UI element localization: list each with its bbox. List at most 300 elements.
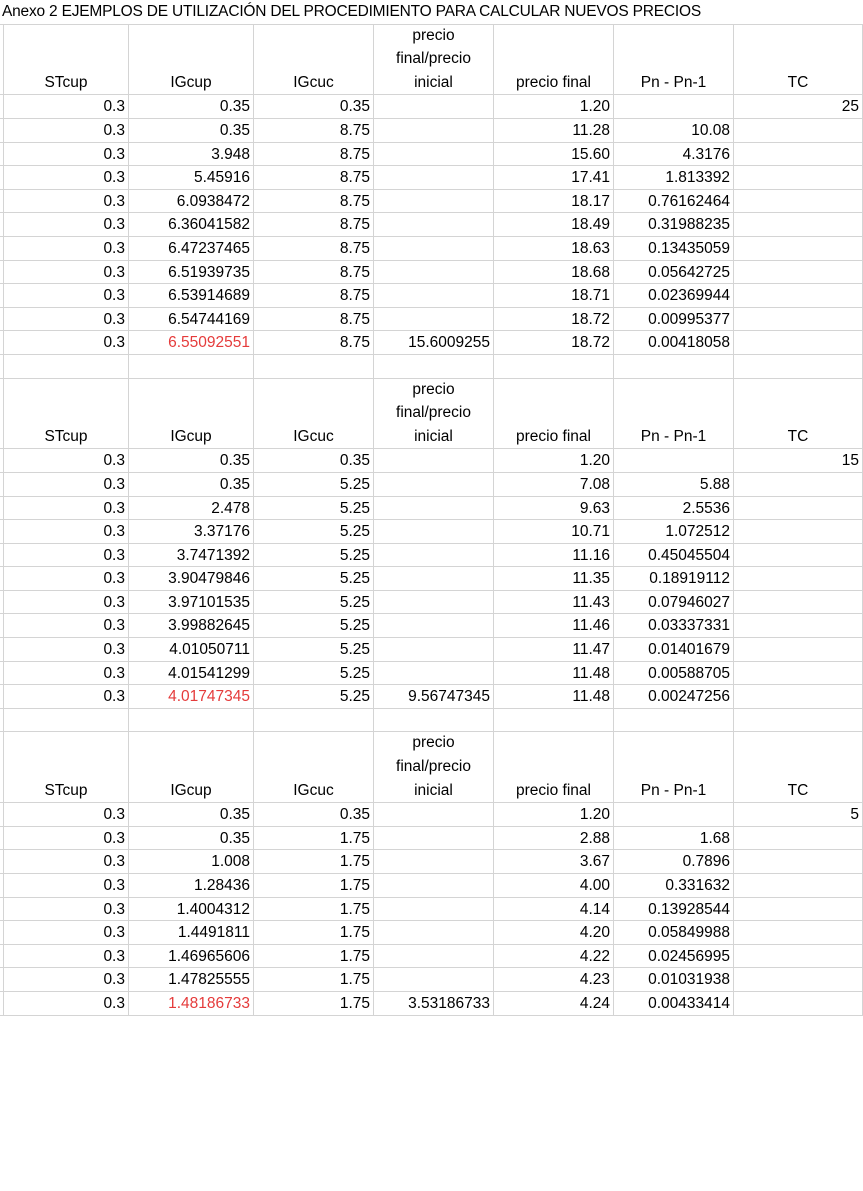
igcup-cell[interactable]: 6.54744169 bbox=[129, 308, 254, 332]
precio-final-cell[interactable]: 18.17 bbox=[494, 190, 614, 214]
diff-cell[interactable]: 0.7896 bbox=[614, 850, 734, 874]
tc-cell[interactable] bbox=[734, 497, 863, 521]
stcup-cell[interactable]: 0.3 bbox=[4, 213, 129, 237]
stcup-cell[interactable]: 0.3 bbox=[4, 143, 129, 167]
tc-cell[interactable]: 15 bbox=[734, 449, 863, 473]
igcup-cell[interactable]: 3.99882645 bbox=[129, 614, 254, 638]
table-row bbox=[0, 166, 863, 190]
stcup-cell[interactable]: 0.3 bbox=[4, 520, 129, 544]
stcup-cell[interactable]: 0.3 bbox=[4, 992, 129, 1016]
stcup-cell[interactable]: 0.3 bbox=[4, 921, 129, 945]
igcup-cell[interactable]: 1.48186733 bbox=[129, 992, 254, 1016]
igcuc-cell[interactable]: 0.35 bbox=[254, 803, 374, 827]
ratio-cell[interactable] bbox=[374, 473, 494, 497]
igcup-cell[interactable]: 6.51939735 bbox=[129, 261, 254, 285]
empty-cell[interactable] bbox=[614, 709, 734, 733]
header-diff-label: Pn - Pn-1 bbox=[640, 781, 707, 799]
precio-final-cell[interactable]: 7.08 bbox=[494, 473, 614, 497]
tc-cell[interactable] bbox=[734, 662, 863, 686]
header-igcuc[interactable] bbox=[254, 379, 374, 450]
stcup-cell[interactable]: 0.3 bbox=[4, 284, 129, 308]
igcup-cell[interactable]: 1.4491811 bbox=[129, 921, 254, 945]
table-row bbox=[0, 473, 863, 497]
stcup-cell[interactable]: 0.3 bbox=[4, 261, 129, 285]
igcup-cell[interactable]: 0.35 bbox=[129, 473, 254, 497]
empty-cell[interactable] bbox=[4, 709, 129, 733]
empty-cell[interactable] bbox=[374, 709, 494, 733]
stcup-cell[interactable]: 0.3 bbox=[4, 685, 129, 709]
empty-cell[interactable] bbox=[254, 709, 374, 733]
diff-cell[interactable]: 1.68 bbox=[614, 827, 734, 851]
tc-cell[interactable] bbox=[734, 567, 863, 591]
ratio-cell[interactable] bbox=[374, 308, 494, 332]
igcuc-cell[interactable]: 5.25 bbox=[254, 567, 374, 591]
header-ratio-line: precio bbox=[412, 26, 455, 44]
igcuc-cell[interactable]: 8.75 bbox=[254, 213, 374, 237]
igcuc-cell[interactable]: 8.75 bbox=[254, 308, 374, 332]
ratio-cell[interactable] bbox=[374, 614, 494, 638]
stcup-cell[interactable]: 0.3 bbox=[4, 331, 129, 355]
ratio-cell[interactable] bbox=[374, 143, 494, 167]
igcuc-cell[interactable]: 8.75 bbox=[254, 284, 374, 308]
stcup-cell[interactable]: 0.3 bbox=[4, 945, 129, 969]
ratio-cell[interactable] bbox=[374, 497, 494, 521]
igcup-cell[interactable]: 5.45916 bbox=[129, 166, 254, 190]
igcuc-cell[interactable]: 5.25 bbox=[254, 685, 374, 709]
stcup-cell[interactable]: 0.3 bbox=[4, 662, 129, 686]
diff-cell[interactable]: 0.45045504 bbox=[614, 544, 734, 568]
igcup-cell[interactable]: 4.01747345 bbox=[129, 685, 254, 709]
tc-cell[interactable]: 5 bbox=[734, 803, 863, 827]
header-ratio[interactable] bbox=[374, 379, 494, 450]
diff-cell[interactable]: 0.13435059 bbox=[614, 237, 734, 261]
diff-cell[interactable]: 0.00588705 bbox=[614, 662, 734, 686]
table-row bbox=[0, 803, 863, 827]
empty-cell[interactable] bbox=[254, 355, 374, 379]
precio-final-cell[interactable]: 4.23 bbox=[494, 968, 614, 992]
header-diff[interactable] bbox=[614, 732, 734, 803]
ratio-cell[interactable] bbox=[374, 166, 494, 190]
tc-cell[interactable] bbox=[734, 992, 863, 1016]
diff-cell[interactable]: 0.76162464 bbox=[614, 190, 734, 214]
ratio-cell[interactable]: 15.6009255 bbox=[374, 331, 494, 355]
igcuc-cell[interactable]: 0.35 bbox=[254, 95, 374, 119]
header-precio-final-label: precio final bbox=[516, 73, 591, 91]
tc-cell[interactable] bbox=[734, 331, 863, 355]
header-ratio-label bbox=[377, 379, 490, 449]
igcup-cell[interactable]: 0.35 bbox=[129, 803, 254, 827]
precio-final-cell[interactable]: 4.24 bbox=[494, 992, 614, 1016]
stcup-cell[interactable]: 0.3 bbox=[4, 567, 129, 591]
igcup-cell[interactable]: 0.35 bbox=[129, 449, 254, 473]
igcup-cell[interactable]: 1.4004312 bbox=[129, 898, 254, 922]
empty-cell[interactable] bbox=[129, 709, 254, 733]
igcup-cell[interactable]: 4.01050711 bbox=[129, 638, 254, 662]
stcup-cell[interactable]: 0.3 bbox=[4, 497, 129, 521]
header-ratio-label bbox=[377, 25, 490, 95]
tc-cell[interactable] bbox=[734, 166, 863, 190]
igcuc-cell[interactable]: 8.75 bbox=[254, 119, 374, 143]
igcup-cell[interactable]: 3.7471392 bbox=[129, 544, 254, 568]
header-ratio[interactable] bbox=[374, 732, 494, 803]
igcuc-cell[interactable]: 1.75 bbox=[254, 827, 374, 851]
header-ratio-line: final/precio bbox=[396, 50, 471, 68]
igcuc-cell[interactable]: 5.25 bbox=[254, 520, 374, 544]
stcup-cell[interactable]: 0.3 bbox=[4, 95, 129, 119]
tc-cell[interactable] bbox=[734, 284, 863, 308]
table-row bbox=[0, 685, 863, 709]
diff-cell[interactable]: 10.08 bbox=[614, 119, 734, 143]
ratio-cell[interactable] bbox=[374, 567, 494, 591]
igcuc-cell[interactable]: 8.75 bbox=[254, 237, 374, 261]
tc-cell[interactable] bbox=[734, 544, 863, 568]
header-diff[interactable] bbox=[614, 25, 734, 96]
table-row bbox=[0, 921, 863, 945]
igcup-cell[interactable]: 6.53914689 bbox=[129, 284, 254, 308]
diff-cell[interactable]: 1.813392 bbox=[614, 166, 734, 190]
header-igcuc[interactable] bbox=[254, 25, 374, 96]
igcuc-cell[interactable]: 8.75 bbox=[254, 143, 374, 167]
precio-final-cell[interactable]: 4.22 bbox=[494, 945, 614, 969]
diff-cell[interactable] bbox=[614, 95, 734, 119]
ratio-cell[interactable] bbox=[374, 874, 494, 898]
diff-cell[interactable]: 0.18919112 bbox=[614, 567, 734, 591]
spacer-row bbox=[0, 355, 863, 379]
tc-cell[interactable] bbox=[734, 119, 863, 143]
header-precio-final-label: precio final bbox=[516, 427, 591, 445]
ratio-cell[interactable] bbox=[374, 520, 494, 544]
stcup-cell[interactable]: 0.3 bbox=[4, 614, 129, 638]
igcuc-cell[interactable]: 1.75 bbox=[254, 850, 374, 874]
stcup-cell[interactable]: 0.3 bbox=[4, 803, 129, 827]
table-row bbox=[0, 261, 863, 285]
ratio-cell[interactable] bbox=[374, 898, 494, 922]
igcup-cell[interactable]: 6.47237465 bbox=[129, 237, 254, 261]
ratio-cell[interactable] bbox=[374, 591, 494, 615]
diff-cell[interactable]: 0.31988235 bbox=[614, 213, 734, 237]
precio-final-cell[interactable]: 1.20 bbox=[494, 803, 614, 827]
table-row bbox=[0, 331, 863, 355]
igcuc-cell[interactable]: 1.75 bbox=[254, 992, 374, 1016]
table-row bbox=[0, 945, 863, 969]
precio-final-cell[interactable]: 18.72 bbox=[494, 308, 614, 332]
igcup-cell[interactable]: 6.55092551 bbox=[129, 331, 254, 355]
header-ratio-line: inicial bbox=[414, 781, 453, 799]
stcup-cell[interactable]: 0.3 bbox=[4, 874, 129, 898]
header-igcup-label: IGcup bbox=[170, 427, 212, 445]
empty-cell[interactable] bbox=[129, 355, 254, 379]
igcuc-cell[interactable]: 8.75 bbox=[254, 261, 374, 285]
igcup-cell[interactable]: 3.948 bbox=[129, 143, 254, 167]
precio-final-cell[interactable]: 15.60 bbox=[494, 143, 614, 167]
ratio-cell[interactable] bbox=[374, 119, 494, 143]
table-row bbox=[0, 213, 863, 237]
diff-cell[interactable]: 0.00995377 bbox=[614, 308, 734, 332]
header-igcup-label: IGcup bbox=[170, 73, 212, 91]
tc-cell[interactable] bbox=[734, 921, 863, 945]
table-row bbox=[0, 567, 863, 591]
stcup-cell[interactable]: 0.3 bbox=[4, 237, 129, 261]
header-igcup[interactable] bbox=[129, 25, 254, 96]
precio-final-cell[interactable]: 11.46 bbox=[494, 614, 614, 638]
igcup-cell[interactable]: 3.37176 bbox=[129, 520, 254, 544]
tc-cell[interactable] bbox=[734, 591, 863, 615]
tc-cell[interactable] bbox=[734, 945, 863, 969]
header-stcup-label: STcup bbox=[44, 427, 88, 445]
diff-cell[interactable]: 0.13928544 bbox=[614, 898, 734, 922]
table-row bbox=[0, 874, 863, 898]
header-tc-label: TC bbox=[787, 427, 809, 445]
igcup-cell[interactable]: 1.46965606 bbox=[129, 945, 254, 969]
diff-cell[interactable]: 1.072512 bbox=[614, 520, 734, 544]
table-row bbox=[0, 992, 863, 1016]
ratio-cell[interactable]: 3.53186733 bbox=[374, 992, 494, 1016]
ratio-cell[interactable] bbox=[374, 95, 494, 119]
header-precio-final[interactable] bbox=[494, 732, 614, 803]
igcup-cell[interactable]: 6.36041582 bbox=[129, 213, 254, 237]
header-diff-label: Pn - Pn-1 bbox=[640, 73, 707, 91]
igcup-cell[interactable]: 0.35 bbox=[129, 95, 254, 119]
empty-cell[interactable] bbox=[734, 355, 863, 379]
igcuc-cell[interactable]: 8.75 bbox=[254, 190, 374, 214]
precio-final-cell[interactable]: 17.41 bbox=[494, 166, 614, 190]
igcup-cell[interactable]: 0.35 bbox=[129, 119, 254, 143]
stcup-cell[interactable]: 0.3 bbox=[4, 898, 129, 922]
ratio-cell[interactable] bbox=[374, 284, 494, 308]
table-row bbox=[0, 662, 863, 686]
header-ratio-line: final/precio bbox=[396, 758, 471, 776]
header-igcup-label: IGcup bbox=[170, 781, 212, 799]
igcuc-cell[interactable]: 5.25 bbox=[254, 638, 374, 662]
igcuc-cell[interactable]: 8.75 bbox=[254, 331, 374, 355]
precio-final-cell[interactable]: 18.63 bbox=[494, 237, 614, 261]
diff-cell[interactable]: 0.01031938 bbox=[614, 968, 734, 992]
ratio-cell[interactable] bbox=[374, 968, 494, 992]
diff-cell[interactable]: 0.00433414 bbox=[614, 992, 734, 1016]
diff-cell[interactable]: 0.00418058 bbox=[614, 331, 734, 355]
table-row bbox=[0, 638, 863, 662]
header-stcup-label: STcup bbox=[44, 781, 88, 799]
diff-cell[interactable]: 0.05849988 bbox=[614, 921, 734, 945]
precio-final-cell[interactable]: 18.71 bbox=[494, 284, 614, 308]
header-precio-final[interactable] bbox=[494, 379, 614, 450]
igcup-cell[interactable]: 1.47825555 bbox=[129, 968, 254, 992]
igcuc-cell[interactable]: 0.35 bbox=[254, 449, 374, 473]
ratio-cell[interactable] bbox=[374, 261, 494, 285]
igcuc-cell[interactable]: 1.75 bbox=[254, 898, 374, 922]
header-ratio[interactable] bbox=[374, 25, 494, 96]
stcup-cell[interactable]: 0.3 bbox=[4, 968, 129, 992]
diff-cell[interactable]: 0.00247256 bbox=[614, 685, 734, 709]
diff-cell[interactable]: 4.3176 bbox=[614, 143, 734, 167]
diff-cell[interactable]: 0.331632 bbox=[614, 874, 734, 898]
header-igcuc[interactable] bbox=[254, 732, 374, 803]
table-row bbox=[0, 614, 863, 638]
igcuc-cell[interactable]: 5.25 bbox=[254, 544, 374, 568]
header-igcup[interactable] bbox=[129, 379, 254, 450]
precio-final-cell[interactable]: 4.20 bbox=[494, 921, 614, 945]
header-ratio-line: precio bbox=[412, 380, 455, 398]
precio-final-cell[interactable]: 3.67 bbox=[494, 850, 614, 874]
tc-cell[interactable] bbox=[734, 638, 863, 662]
tc-cell[interactable] bbox=[734, 850, 863, 874]
table-row bbox=[0, 850, 863, 874]
empty-cell[interactable] bbox=[494, 709, 614, 733]
stcup-cell[interactable]: 0.3 bbox=[4, 638, 129, 662]
ratio-cell[interactable] bbox=[374, 662, 494, 686]
table-row bbox=[0, 308, 863, 332]
ratio-cell[interactable] bbox=[374, 237, 494, 261]
stcup-cell[interactable]: 0.3 bbox=[4, 166, 129, 190]
header-tc[interactable] bbox=[734, 732, 863, 803]
igcup-cell[interactable]: 2.478 bbox=[129, 497, 254, 521]
igcuc-cell[interactable]: 8.75 bbox=[254, 166, 374, 190]
diff-cell[interactable]: 2.5536 bbox=[614, 497, 734, 521]
stcup-cell[interactable]: 0.3 bbox=[4, 119, 129, 143]
ratio-cell[interactable] bbox=[374, 638, 494, 662]
precio-final-cell[interactable]: 4.00 bbox=[494, 874, 614, 898]
tc-cell[interactable] bbox=[734, 520, 863, 544]
tc-cell[interactable] bbox=[734, 874, 863, 898]
igcup-cell[interactable]: 1.008 bbox=[129, 850, 254, 874]
precio-final-cell[interactable]: 18.49 bbox=[494, 213, 614, 237]
precio-final-cell[interactable]: 11.28 bbox=[494, 119, 614, 143]
ratio-cell[interactable] bbox=[374, 213, 494, 237]
tc-cell[interactable] bbox=[734, 685, 863, 709]
header-stcup[interactable] bbox=[4, 25, 129, 96]
ratio-cell[interactable] bbox=[374, 827, 494, 851]
igcuc-cell[interactable]: 1.75 bbox=[254, 874, 374, 898]
table-row bbox=[0, 520, 863, 544]
stcup-cell[interactable]: 0.3 bbox=[4, 190, 129, 214]
stcup-cell[interactable]: 0.3 bbox=[4, 308, 129, 332]
precio-final-cell[interactable]: 11.47 bbox=[494, 638, 614, 662]
empty-cell[interactable] bbox=[734, 709, 863, 733]
header-tc-label: TC bbox=[787, 781, 809, 799]
sheet-title[interactable]: Anexo 2 EJEMPLOS DE UTILIZACIÓN DEL PROCEDIMIENTO PARA CALCULAR NUEVOS PRECIOS bbox=[0, 0, 863, 25]
igcuc-cell[interactable]: 1.75 bbox=[254, 921, 374, 945]
tc-cell[interactable] bbox=[734, 827, 863, 851]
precio-final-cell[interactable]: 11.35 bbox=[494, 567, 614, 591]
tc-cell[interactable] bbox=[734, 308, 863, 332]
precio-final-cell[interactable]: 18.72 bbox=[494, 331, 614, 355]
diff-cell[interactable]: 0.07946027 bbox=[614, 591, 734, 615]
tc-cell[interactable] bbox=[734, 261, 863, 285]
header-stcup[interactable] bbox=[4, 379, 129, 450]
precio-final-cell[interactable]: 1.20 bbox=[494, 449, 614, 473]
table-row bbox=[0, 591, 863, 615]
table-row bbox=[0, 284, 863, 308]
precio-final-cell[interactable]: 4.14 bbox=[494, 898, 614, 922]
empty-cell[interactable] bbox=[494, 355, 614, 379]
diff-cell[interactable]: 0.02369944 bbox=[614, 284, 734, 308]
ratio-cell[interactable] bbox=[374, 921, 494, 945]
header-igcup[interactable] bbox=[129, 732, 254, 803]
stcup-cell[interactable]: 0.3 bbox=[4, 591, 129, 615]
precio-final-cell[interactable]: 11.16 bbox=[494, 544, 614, 568]
igcup-cell[interactable]: 3.90479846 bbox=[129, 567, 254, 591]
igcuc-cell[interactable]: 5.25 bbox=[254, 614, 374, 638]
table-row bbox=[0, 190, 863, 214]
empty-cell[interactable] bbox=[614, 355, 734, 379]
igcuc-cell[interactable]: 5.25 bbox=[254, 473, 374, 497]
diff-cell[interactable]: 0.03337331 bbox=[614, 614, 734, 638]
igcuc-cell[interactable]: 1.75 bbox=[254, 945, 374, 969]
precio-final-cell[interactable]: 10.71 bbox=[494, 520, 614, 544]
precio-final-cell[interactable]: 11.43 bbox=[494, 591, 614, 615]
precio-final-cell[interactable]: 9.63 bbox=[494, 497, 614, 521]
diff-cell[interactable] bbox=[614, 449, 734, 473]
igcup-cell[interactable]: 6.0938472 bbox=[129, 190, 254, 214]
ratio-cell[interactable] bbox=[374, 190, 494, 214]
diff-cell[interactable]: 5.88 bbox=[614, 473, 734, 497]
tc-cell[interactable] bbox=[734, 143, 863, 167]
precio-final-cell[interactable]: 2.88 bbox=[494, 827, 614, 851]
ratio-cell[interactable] bbox=[374, 850, 494, 874]
igcup-cell[interactable]: 4.01541299 bbox=[129, 662, 254, 686]
header-tc[interactable] bbox=[734, 379, 863, 450]
diff-cell[interactable]: 0.05642725 bbox=[614, 261, 734, 285]
diff-cell[interactable] bbox=[614, 803, 734, 827]
precio-final-cell[interactable]: 18.68 bbox=[494, 261, 614, 285]
igcup-cell[interactable]: 0.35 bbox=[129, 827, 254, 851]
igcuc-cell[interactable]: 5.25 bbox=[254, 662, 374, 686]
tc-cell[interactable] bbox=[734, 190, 863, 214]
header-row bbox=[0, 732, 863, 803]
tc-cell[interactable] bbox=[734, 237, 863, 261]
ratio-cell[interactable] bbox=[374, 449, 494, 473]
empty-cell[interactable] bbox=[374, 355, 494, 379]
tc-cell[interactable] bbox=[734, 968, 863, 992]
diff-cell[interactable]: 0.01401679 bbox=[614, 638, 734, 662]
header-tc[interactable] bbox=[734, 25, 863, 96]
stcup-cell[interactable]: 0.3 bbox=[4, 449, 129, 473]
igcup-cell[interactable]: 1.28436 bbox=[129, 874, 254, 898]
tc-cell[interactable]: 25 bbox=[734, 95, 863, 119]
tc-cell[interactable] bbox=[734, 898, 863, 922]
header-stcup[interactable] bbox=[4, 732, 129, 803]
table-row bbox=[0, 968, 863, 992]
igcuc-cell[interactable]: 5.25 bbox=[254, 591, 374, 615]
tc-cell[interactable] bbox=[734, 614, 863, 638]
header-ratio-line: inicial bbox=[414, 73, 453, 91]
precio-final-cell[interactable]: 11.48 bbox=[494, 685, 614, 709]
stcup-cell[interactable]: 0.3 bbox=[4, 850, 129, 874]
table-row bbox=[0, 119, 863, 143]
tc-cell[interactable] bbox=[734, 213, 863, 237]
igcuc-cell[interactable]: 5.25 bbox=[254, 497, 374, 521]
empty-cell[interactable] bbox=[4, 355, 129, 379]
stcup-cell[interactable]: 0.3 bbox=[4, 544, 129, 568]
ratio-cell[interactable] bbox=[374, 803, 494, 827]
igcup-cell[interactable]: 3.97101535 bbox=[129, 591, 254, 615]
table-row bbox=[0, 237, 863, 261]
ratio-cell[interactable] bbox=[374, 945, 494, 969]
precio-final-cell[interactable]: 11.48 bbox=[494, 662, 614, 686]
header-tc-label: TC bbox=[787, 73, 809, 91]
diff-cell[interactable]: 0.02456995 bbox=[614, 945, 734, 969]
tc-cell[interactable] bbox=[734, 473, 863, 497]
stcup-cell[interactable]: 0.3 bbox=[4, 473, 129, 497]
header-precio-final[interactable] bbox=[494, 25, 614, 96]
precio-final-cell[interactable]: 1.20 bbox=[494, 95, 614, 119]
stcup-cell[interactable]: 0.3 bbox=[4, 827, 129, 851]
igcuc-cell[interactable]: 1.75 bbox=[254, 968, 374, 992]
ratio-cell[interactable]: 9.56747345 bbox=[374, 685, 494, 709]
header-diff[interactable] bbox=[614, 379, 734, 450]
ratio-cell[interactable] bbox=[374, 544, 494, 568]
table-row bbox=[0, 898, 863, 922]
